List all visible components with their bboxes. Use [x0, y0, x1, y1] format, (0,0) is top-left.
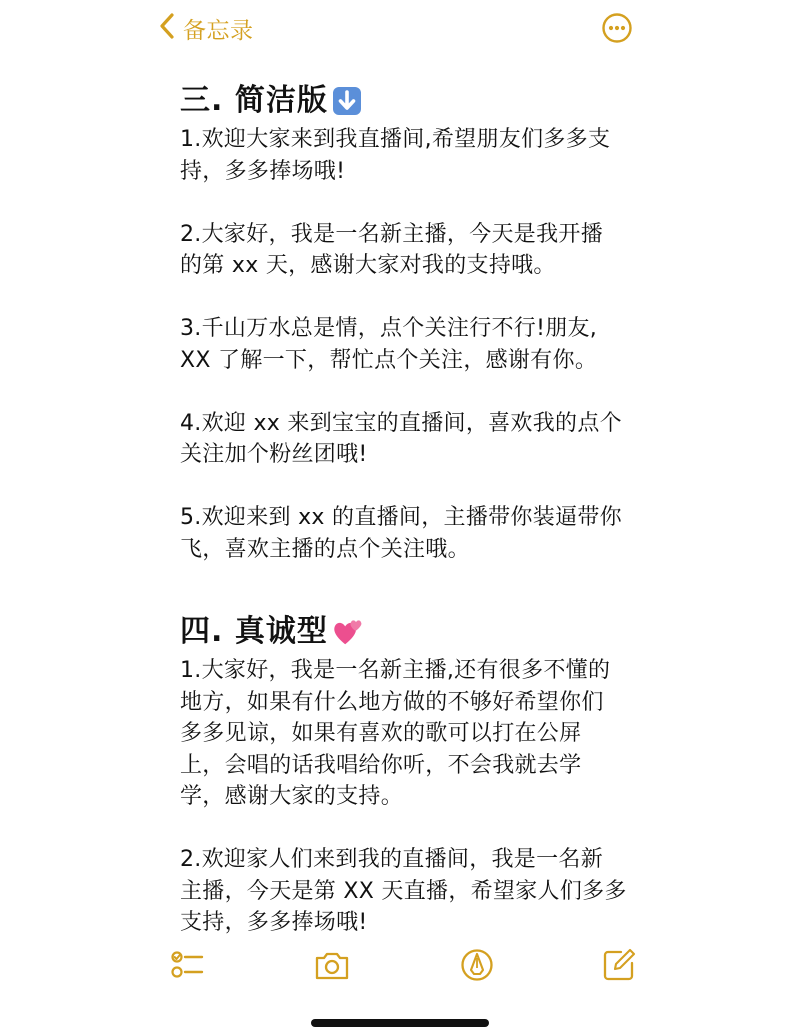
- camera-button[interactable]: [314, 947, 350, 983]
- section-heading: [180, 609, 630, 655]
- compose-button[interactable]: [601, 947, 637, 983]
- back-button[interactable]: [157, 12, 254, 44]
- chevron-left-icon: [157, 12, 177, 44]
- section-heading-text: 四. 真诚型: [180, 614, 328, 649]
- checklist-icon: [169, 968, 205, 987]
- note-paragraph: [180, 844, 630, 939]
- note-line: 1.大家好，我是一名新主播,还有很多不懂的: [180, 658, 611, 683]
- nav-bar: [0, 0, 800, 58]
- bottom-toolbar: [0, 943, 800, 987]
- note-line: 主播，今天是第 XX 天直播，希望家人们多多: [180, 878, 627, 904]
- note-line: 4.欢迎 xx 来到宝宝的直播间，喜欢我的点个: [180, 410, 622, 436]
- note-paragraph: [180, 219, 630, 282]
- note-line: 地方，如果有什么地方做的不够好希望你们: [180, 689, 604, 715]
- note-paragraph: [180, 313, 630, 376]
- note-line: 学，感谢大家的支持。: [180, 784, 404, 809]
- note-line: 2.欢迎家人们来到我的直播间，我是一名新: [180, 847, 603, 872]
- section-spacer: [180, 565, 630, 609]
- section-heading-text: 三. 简洁版: [180, 83, 328, 118]
- down-arrow-icon: [332, 86, 362, 116]
- note-paragraph: [180, 408, 630, 471]
- note-body[interactable]: [180, 78, 630, 939]
- checklist-button[interactable]: [169, 947, 205, 983]
- note-line: XX 了解一下，帮忙点个关注，感谢有你。: [180, 347, 598, 373]
- note-paragraph: [180, 502, 630, 565]
- blank-line: [180, 813, 630, 845]
- compose-icon: [601, 968, 637, 987]
- camera-icon: [314, 968, 350, 987]
- note-line: 上，会唱的话我唱给你听，不会我就去学: [180, 752, 582, 778]
- more-button[interactable]: [601, 12, 633, 44]
- two-hearts-icon: [332, 617, 364, 647]
- note-line: 2.大家好，我是一名新主播，今天是我开播: [180, 221, 603, 247]
- note-line: 多多见谅，如果有喜欢的歌可以打在公屏: [180, 721, 582, 746]
- blank-line: [180, 187, 630, 219]
- pen-circle-icon: [459, 968, 495, 987]
- note-line: 持，多多捧场哦!: [180, 158, 346, 184]
- note-line: 的第 xx 天，感谢大家对我的支持哦。: [180, 253, 556, 278]
- ellipsis-circle-icon: [601, 29, 633, 48]
- note-line: 5.欢迎来到 xx 的直播间，主播带你装逼带你: [180, 505, 622, 530]
- section-heading: [180, 78, 630, 124]
- markup-button[interactable]: [459, 947, 495, 983]
- back-label: 备忘录: [183, 17, 254, 44]
- blank-line: [180, 376, 630, 408]
- note-line: 1.欢迎大家来到我直播间,希望朋友们多多支: [180, 127, 611, 152]
- note-paragraph: [180, 124, 630, 187]
- note-line: 飞，喜欢主播的点个关注哦。: [180, 536, 470, 562]
- note-line: 关注加个粉丝团哦!: [180, 442, 368, 467]
- note-paragraph: [180, 655, 630, 813]
- blank-line: [180, 282, 630, 314]
- note-line: 3.千山万水总是情，点个关注行不行!朋友,: [180, 316, 598, 341]
- note-line: 支持，多多捧场哦!: [180, 910, 368, 935]
- home-indicator: [311, 1019, 489, 1027]
- blank-line: [180, 471, 630, 503]
